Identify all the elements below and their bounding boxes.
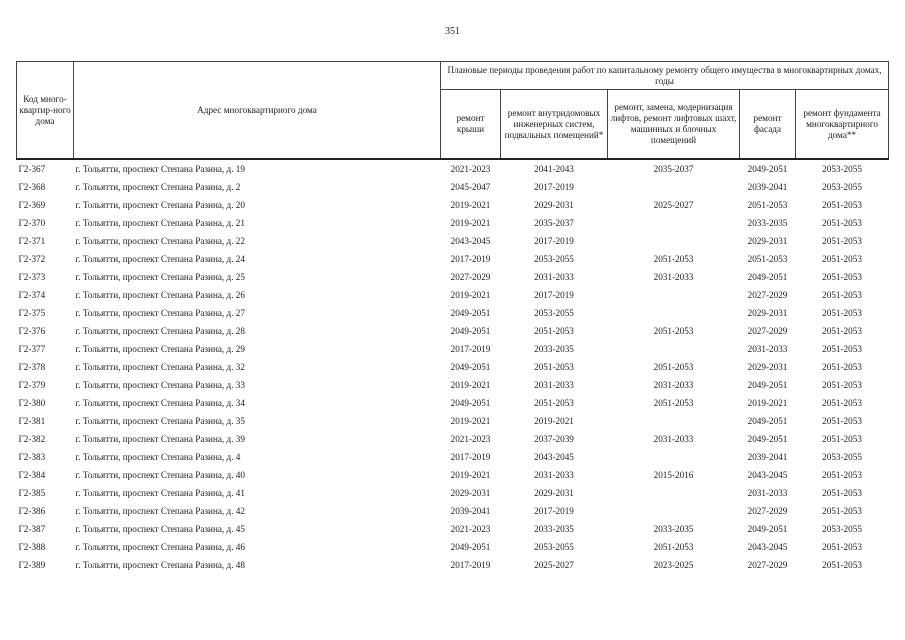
table-row: [17, 466, 889, 484]
cell-lifts: 2031-2033: [653, 380, 694, 390]
table-row: [17, 304, 889, 322]
cell-facade: 2049-2051: [747, 164, 788, 174]
cell-facade: 2043-2045: [747, 542, 788, 552]
table-row: [17, 412, 889, 430]
cell-roof: 2019-2021: [450, 290, 491, 300]
table-row: [17, 286, 889, 304]
cell-code: Г2-373: [18, 272, 46, 282]
cell-code: Г2-369: [18, 200, 46, 210]
cell-address: г. Тольятти, проспект Степана Разина, д. 24: [75, 254, 245, 264]
cell-lifts: 2015-2016: [653, 470, 694, 480]
cell-roof: 2019-2021: [450, 416, 491, 426]
cell-code: Г2-384: [18, 470, 46, 480]
cell-address: г. Тольятти, проспект Степана Разина, д. 29: [75, 344, 245, 354]
header-foundation: ремонт фундамента многоквартирного дома**: [796, 90, 889, 160]
cell-address: г. Тольятти, проспект Степана Разина, д. 19: [75, 164, 245, 174]
cell-systems: 2017-2019: [534, 236, 574, 246]
cell-facade: 2029-2031: [747, 308, 788, 318]
header-facade: ремонт фасада: [740, 90, 796, 160]
cell-systems: 2051-2053: [534, 326, 574, 336]
cell-facade: 2027-2029: [747, 560, 788, 570]
cell-systems: 2031-2033: [534, 272, 574, 282]
cell-code: Г2-388: [18, 542, 46, 552]
cell-code: Г2-386: [18, 506, 46, 516]
cell-systems: 2041-2043: [534, 164, 574, 174]
cell-foundation: 2051-2053: [822, 488, 862, 498]
cell-address: г. Тольятти, проспект Степана Разина, д. 42: [75, 506, 245, 516]
cell-roof: 2049-2051: [450, 362, 491, 372]
cell-facade: 2043-2045: [747, 470, 788, 480]
cell-foundation: 2051-2053: [822, 398, 862, 408]
cell-systems: 2037-2039: [534, 434, 574, 444]
cell-roof: 2039-2041: [450, 506, 491, 516]
cell-roof: 2017-2019: [450, 254, 491, 264]
cell-roof: 2021-2023: [450, 164, 491, 174]
cell-lifts: [608, 448, 740, 466]
cell-foundation: 2051-2053: [822, 542, 862, 552]
cell-systems: 2029-2031: [534, 488, 574, 498]
cell-lifts: [608, 178, 740, 196]
cell-foundation: 2051-2053: [822, 218, 862, 228]
cell-facade: 2029-2031: [747, 236, 788, 246]
cell-lifts: 2033-2035: [653, 524, 694, 534]
cell-lifts: 2035-2037: [653, 164, 694, 174]
cell-roof: 2049-2051: [450, 542, 491, 552]
cell-lifts: 2051-2053: [653, 398, 694, 408]
cell-address: г. Тольятти, проспект Степана Разина, д. 22: [75, 236, 245, 246]
cell-facade: 2027-2029: [747, 326, 788, 336]
cell-lifts: 2031-2033: [653, 272, 694, 282]
table-row: [17, 268, 889, 286]
cell-foundation: 2051-2053: [822, 344, 862, 354]
cell-address: г. Тольятти, проспект Степана Разина, д. 40: [75, 470, 245, 480]
table-row: [17, 358, 889, 376]
cell-foundation: 2051-2053: [822, 434, 862, 444]
cell-roof: 2021-2023: [450, 524, 491, 534]
cell-foundation: 2051-2053: [822, 236, 862, 246]
cell-lifts: 2025-2027: [653, 200, 694, 210]
cell-foundation: 2051-2053: [822, 506, 862, 516]
cell-lifts: [608, 286, 740, 304]
cell-code: Г2-376: [18, 326, 46, 336]
table-row: [17, 484, 889, 502]
cell-facade: 2049-2051: [747, 524, 788, 534]
cell-address: г. Тольятти, проспект Степана Разина, д. 20: [75, 200, 245, 210]
cell-lifts: 2051-2053: [653, 254, 694, 264]
table-row: [17, 232, 889, 250]
cell-lifts: 2051-2053: [653, 362, 694, 372]
table-row: [17, 502, 889, 520]
cell-facade: 2039-2041: [747, 452, 788, 462]
cell-facade: 2049-2051: [747, 380, 788, 390]
cell-code: Г2-379: [18, 380, 46, 390]
cell-address: г. Тольятти, проспект Степана Разина, д. 26: [75, 290, 245, 300]
cell-lifts: [608, 412, 740, 430]
table-row: [17, 214, 889, 232]
cell-lifts: 2051-2053: [653, 542, 694, 552]
cell-roof: 2019-2021: [450, 470, 491, 480]
cell-facade: 2033-2035: [747, 218, 788, 228]
cell-roof: 2017-2019: [450, 452, 491, 462]
cell-code: Г2-383: [18, 452, 46, 462]
cell-address: г. Тольятти, проспект Степана Разина, д. 45: [75, 524, 245, 534]
cell-code: Г2-371: [18, 236, 46, 246]
cell-facade: 2051-2053: [747, 200, 788, 210]
cell-roof: 2049-2051: [450, 308, 491, 318]
cell-foundation: 2053-2055: [822, 164, 862, 174]
cell-systems: 2053-2055: [534, 308, 574, 318]
cell-address: г. Тольятти, проспект Степана Разина, д. 39: [75, 434, 245, 444]
header-planned-periods: Плановые периоды проведения работ по капитальному ремонту общего имущества в многоквартирных домах, годы: [441, 62, 889, 90]
cell-systems: 2031-2033: [534, 380, 574, 390]
page-number: 351: [445, 26, 460, 37]
cell-systems: 2033-2035: [534, 524, 574, 534]
cell-code: Г2-367: [18, 164, 46, 174]
cell-code: Г2-387: [18, 524, 46, 534]
cell-address: г. Тольятти, проспект Степана Разина, д. 46: [75, 542, 245, 552]
cell-roof: 2029-2031: [450, 488, 491, 498]
cell-systems: 2043-2045: [534, 452, 574, 462]
cell-lifts: [608, 214, 740, 232]
cell-lifts: [608, 304, 740, 322]
cell-code: Г2-372: [18, 254, 46, 264]
cell-systems: 2017-2019: [534, 290, 574, 300]
cell-foundation: 2051-2053: [822, 272, 862, 282]
capital-repair-schedule-table: [16, 61, 889, 574]
table-row: [17, 196, 889, 214]
cell-code: Г2-377: [18, 344, 46, 354]
table-row: [17, 394, 889, 412]
cell-roof: 2045-2047: [450, 182, 491, 192]
cell-foundation: 2051-2053: [822, 308, 862, 318]
cell-facade: 2031-2033: [747, 488, 788, 498]
cell-lifts: 2031-2033: [653, 434, 694, 444]
cell-roof: 2049-2051: [450, 398, 491, 408]
cell-foundation: 2051-2053: [822, 470, 862, 480]
cell-foundation: 2053-2055: [822, 182, 862, 192]
cell-roof: 2019-2021: [450, 218, 491, 228]
cell-address: г. Тольятти, проспект Степана Разина, д. 35: [75, 416, 245, 426]
cell-foundation: 2051-2053: [822, 362, 862, 372]
cell-roof: 2017-2019: [450, 560, 491, 570]
cell-code: Г2-389: [18, 560, 46, 570]
cell-lifts: [608, 340, 740, 358]
cell-address: г. Тольятти, проспект Степана Разина, д. 48: [75, 560, 245, 570]
table-row: [17, 250, 889, 268]
cell-address: г. Тольятти, проспект Степана Разина, д. 41: [75, 488, 245, 498]
cell-roof: 2019-2021: [450, 200, 491, 210]
cell-address: г. Тольятти, проспект Степана Разина, д. 21: [75, 218, 245, 228]
cell-roof: 2043-2045: [450, 236, 491, 246]
cell-systems: 2051-2053: [534, 398, 574, 408]
cell-foundation: 2051-2053: [822, 200, 862, 210]
cell-facade: 2027-2029: [747, 506, 788, 516]
table-row: [17, 556, 889, 574]
header-code: Код много-квартир-ного дома: [17, 62, 74, 160]
cell-systems: 2053-2055: [534, 254, 574, 264]
table-row: [17, 159, 889, 178]
cell-roof: 2021-2023: [450, 434, 491, 444]
cell-address: г. Тольятти, проспект Степана Разина, д. 28: [75, 326, 245, 336]
table-row: [17, 178, 889, 196]
cell-code: Г2-380: [18, 398, 46, 408]
cell-foundation: 2053-2055: [822, 524, 862, 534]
cell-systems: 2033-2035: [534, 344, 574, 354]
cell-code: Г2-375: [18, 308, 46, 318]
table-row: [17, 340, 889, 358]
cell-code: Г2-370: [18, 218, 46, 228]
cell-foundation: 2051-2053: [822, 254, 862, 264]
cell-facade: 2049-2051: [747, 272, 788, 282]
cell-code: Г2-381: [18, 416, 46, 426]
cell-lifts: [608, 232, 740, 250]
cell-lifts: [608, 484, 740, 502]
cell-roof: 2027-2029: [450, 272, 491, 282]
cell-systems: 2035-2037: [534, 218, 574, 228]
cell-facade: 2019-2021: [747, 398, 788, 408]
table-row: [17, 376, 889, 394]
cell-systems: 2053-2055: [534, 542, 574, 552]
cell-systems: 2031-2033: [534, 470, 574, 480]
header-roof: ремонт крыши: [441, 90, 501, 160]
cell-address: г. Тольятти, проспект Степана Разина, д. 2: [75, 182, 241, 192]
table-body: [17, 159, 889, 574]
cell-systems: 2017-2019: [534, 182, 574, 192]
cell-foundation: 2051-2053: [822, 290, 862, 300]
cell-lifts: 2023-2025: [653, 560, 694, 570]
cell-address: г. Тольятти, проспект Степана Разина, д. 34: [75, 398, 245, 408]
cell-facade: 2031-2033: [747, 344, 788, 354]
cell-foundation: 2051-2053: [822, 326, 862, 336]
table-row: [17, 448, 889, 466]
cell-code: Г2-385: [18, 488, 46, 498]
cell-foundation: 2051-2053: [822, 416, 862, 426]
cell-address: г. Тольятти, проспект Степана Разина, д. 33: [75, 380, 245, 390]
cell-foundation: 2053-2055: [822, 452, 862, 462]
table-row: [17, 430, 889, 448]
cell-systems: 2051-2053: [534, 362, 574, 372]
cell-lifts: 2051-2053: [653, 326, 694, 336]
cell-lifts: [608, 502, 740, 520]
header-lifts: ремонт, замена, модернизация лифтов, ремонт лифтовых шахт, машинных и блочных помещений: [608, 90, 740, 160]
cell-address: г. Тольятти, проспект Степана Разина, д. 32: [75, 362, 245, 372]
cell-address: г. Тольятти, проспект Степана Разина, д. 4: [75, 452, 241, 462]
table-row: [17, 322, 889, 340]
header-systems: ремонт внутридомовых инженерных систем, подвальных помещений*: [501, 90, 608, 160]
cell-facade: 2049-2051: [747, 434, 788, 444]
cell-roof: 2019-2021: [450, 380, 491, 390]
cell-code: Г2-382: [18, 434, 46, 444]
cell-code: Г2-378: [18, 362, 46, 372]
cell-systems: 2025-2027: [534, 560, 574, 570]
cell-facade: 2027-2029: [747, 290, 788, 300]
cell-facade: 2029-2031: [747, 362, 788, 372]
cell-address: г. Тольятти, проспект Степана Разина, д. 27: [75, 308, 245, 318]
cell-systems: 2029-2031: [534, 200, 574, 210]
cell-facade: 2051-2053: [747, 254, 788, 264]
table-row: [17, 538, 889, 556]
cell-systems: 2019-2021: [534, 416, 574, 426]
cell-roof: 2017-2019: [450, 344, 491, 354]
cell-address: г. Тольятти, проспект Степана Разина, д. 25: [75, 272, 245, 282]
cell-foundation: 2051-2053: [822, 560, 862, 570]
cell-roof: 2049-2051: [450, 326, 491, 336]
cell-code: Г2-368: [18, 182, 46, 192]
header-address: Адрес многоквартирного дома: [74, 62, 441, 160]
cell-facade: 2039-2041: [747, 182, 788, 192]
cell-facade: 2049-2051: [747, 416, 788, 426]
cell-systems: 2017-2019: [534, 506, 574, 516]
cell-foundation: 2051-2053: [822, 380, 862, 390]
table-row: [17, 520, 889, 538]
cell-code: Г2-374: [18, 290, 46, 300]
